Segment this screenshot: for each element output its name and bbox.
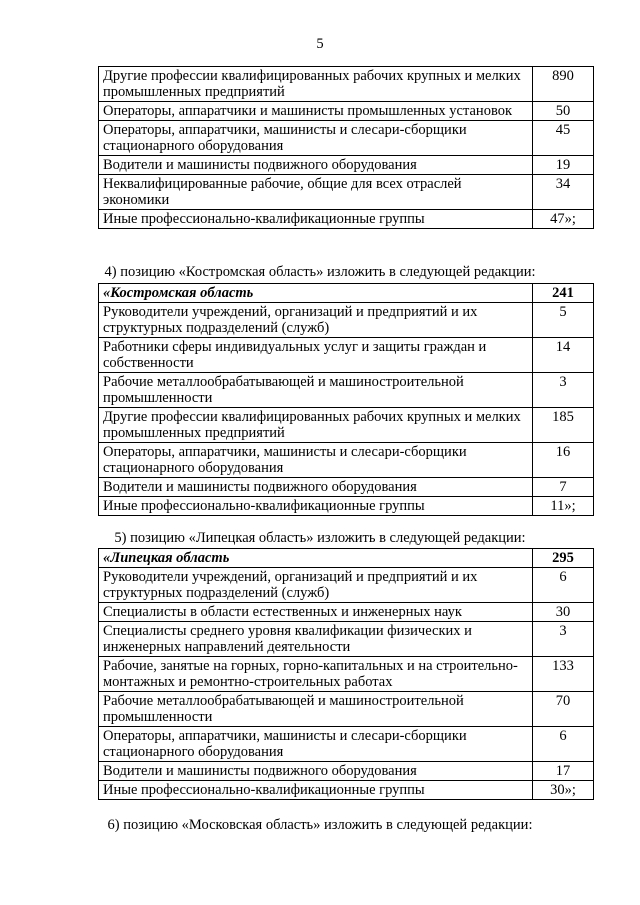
table-row	[99, 781, 594, 800]
table-row	[99, 303, 594, 338]
row-label: Водители и машинисты подвижного оборудования	[99, 762, 533, 781]
row-value: 30»;	[533, 781, 594, 800]
row-value: 19	[533, 156, 594, 175]
table-row	[99, 692, 594, 727]
table-row	[99, 210, 594, 229]
region-name: «Костромская область	[99, 284, 533, 303]
row-label: Специалисты в области естественных и инженерных наук	[99, 603, 533, 622]
row-value: 185	[533, 408, 594, 443]
row-value: 17	[533, 762, 594, 781]
row-value: 50	[533, 102, 594, 121]
table-header-row	[99, 549, 594, 568]
row-value: 3	[533, 622, 594, 657]
section-6-intro: 6) позицию «Московская область» изложить в следующей редакции:	[107, 817, 533, 833]
table-row	[99, 443, 594, 478]
row-label: Водители и машинисты подвижного оборудования	[99, 156, 533, 175]
row-value: 45	[533, 121, 594, 156]
row-value: 6	[533, 727, 594, 762]
row-label: Иные профессионально-квалификационные группы	[99, 781, 533, 800]
row-value: 70	[533, 692, 594, 727]
page-number: 5	[316, 36, 324, 52]
row-label: Другие профессии квалифицированных рабочих крупных и мелких промышленных предприятий	[99, 67, 533, 102]
row-label: Иные профессионально-квалификационные группы	[99, 210, 533, 229]
row-value: 5	[533, 303, 594, 338]
region-total: 295	[533, 549, 594, 568]
row-value: 34	[533, 175, 594, 210]
row-value: 890	[533, 67, 594, 102]
table-row	[99, 121, 594, 156]
row-value: 11»;	[533, 497, 594, 516]
row-label: Операторы, аппаратчики, машинисты и слесари-сборщики стационарного оборудования	[99, 443, 533, 478]
table-kostroma	[98, 283, 594, 516]
row-label: Неквалифицированные рабочие, общие для всех отраслей экономики	[99, 175, 533, 210]
row-label: Работники сферы индивидуальных услуг и защиты граждан и собственности	[99, 338, 533, 373]
table-row	[99, 727, 594, 762]
table-row	[99, 568, 594, 603]
table-row	[99, 478, 594, 497]
row-label: Руководители учреждений, организаций и предприятий и их структурных подразделений (служб)	[99, 568, 533, 603]
table-row	[99, 338, 594, 373]
row-value: 6	[533, 568, 594, 603]
row-value: 30	[533, 603, 594, 622]
table-lipetsk	[98, 548, 594, 800]
region-name: «Липецкая область	[99, 549, 533, 568]
section-4-intro: 4) позицию «Костромская область» изложить в следующей редакции:	[104, 264, 536, 280]
table-row	[99, 497, 594, 516]
row-value: 47»;	[533, 210, 594, 229]
row-label: Операторы, аппаратчики, машинисты и слесари-сборщики стационарного оборудования	[99, 121, 533, 156]
row-label: Рабочие металлообрабатывающей и машиностроительной промышленности	[99, 692, 533, 727]
table-row	[99, 657, 594, 692]
table-header-row	[99, 284, 594, 303]
table-row	[99, 603, 594, 622]
row-label: Рабочие металлообрабатывающей и машиностроительной промышленности	[99, 373, 533, 408]
row-value: 133	[533, 657, 594, 692]
row-label: Иные профессионально-квалификационные группы	[99, 497, 533, 516]
table-row	[99, 156, 594, 175]
table-row	[99, 622, 594, 657]
table-continuation	[98, 66, 594, 229]
region-total: 241	[533, 284, 594, 303]
row-value: 14	[533, 338, 594, 373]
row-label: Руководители учреждений, организаций и предприятий и их структурных подразделений (служб)	[99, 303, 533, 338]
row-value: 3	[533, 373, 594, 408]
table-row	[99, 373, 594, 408]
row-label: Водители и машинисты подвижного оборудования	[99, 478, 533, 497]
row-label: Другие профессии квалифицированных рабочих крупных и мелких промышленных предприятий	[99, 408, 533, 443]
table-row	[99, 762, 594, 781]
table-row	[99, 175, 594, 210]
table-row	[99, 102, 594, 121]
row-label: Рабочие, занятые на горных, горно-капитальных и на строительно-монтажных и ремонтно-строительных работах	[99, 657, 533, 692]
table-row	[99, 408, 594, 443]
table-row	[99, 67, 594, 102]
row-label: Специалисты среднего уровня квалификации физических и инженерных направлений деятельности	[99, 622, 533, 657]
row-value: 7	[533, 478, 594, 497]
row-label: Операторы, аппаратчики и машинисты промышленных установок	[99, 102, 533, 121]
row-value: 16	[533, 443, 594, 478]
row-label: Операторы, аппаратчики, машинисты и слесари-сборщики стационарного оборудования	[99, 727, 533, 762]
section-5-intro: 5) позицию «Липецкая область» изложить в следующей редакции:	[114, 530, 526, 546]
